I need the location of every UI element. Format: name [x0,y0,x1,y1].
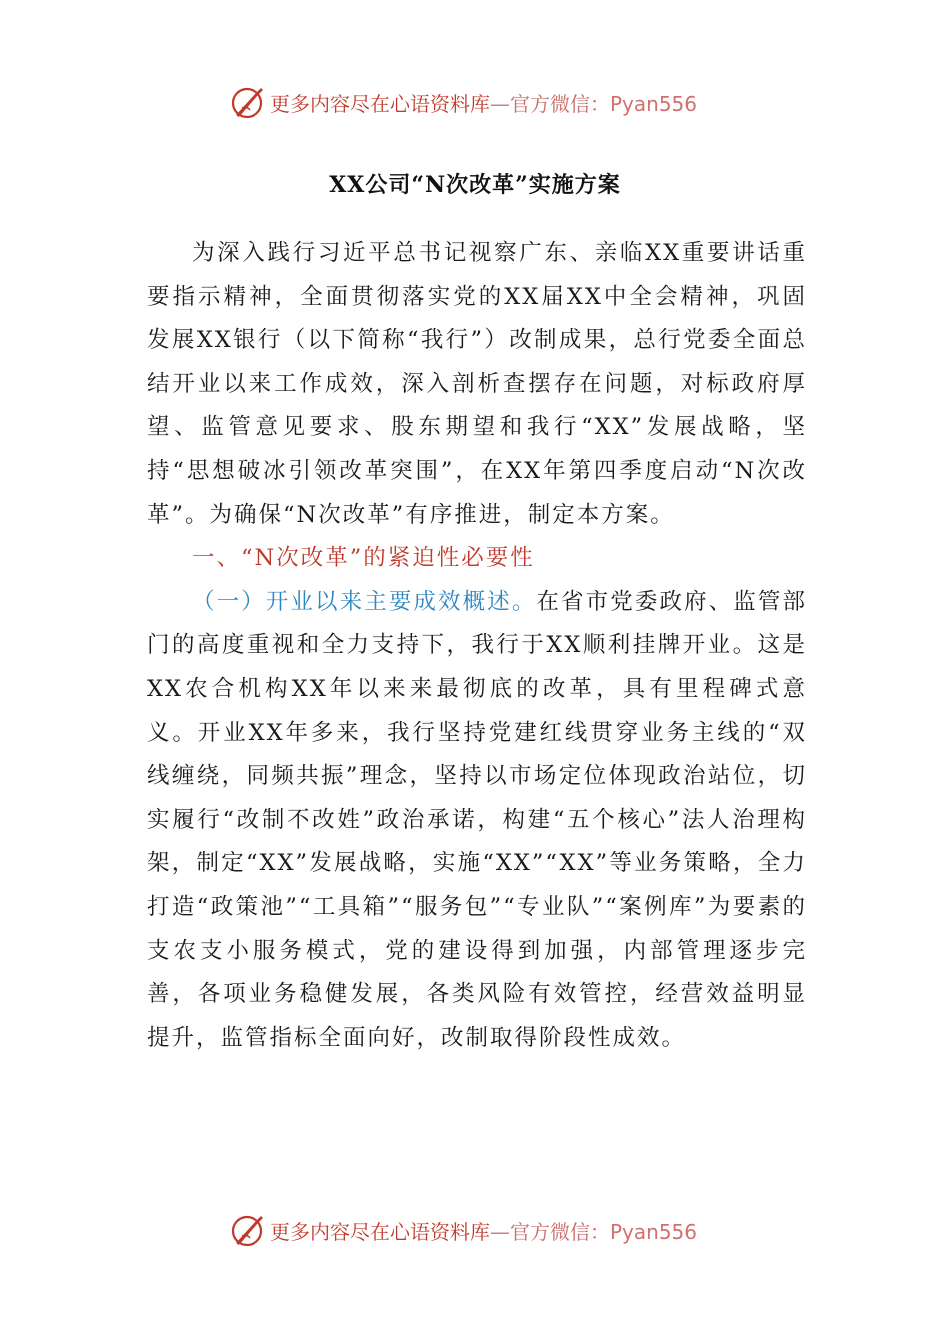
watermark-banner-bottom [230,1210,730,1250]
subsection-paragraph [147,581,807,1061]
document-title: XX公司“N次改革”实施方案 [329,172,621,198]
pen-logo-icon [230,84,266,120]
watermark-banner-top [230,82,730,122]
section-heading: 一、“N次改革”的紧迫性必要性 [192,545,535,572]
intro-paragraph: 为深入践行习近平总书记视察广东、亲临XX重要讲话重要指示精神，全面贯彻落实党的XX届XX中全会精神，巩固发展XX银行（以下简称“我行”）改制成果，总行党委全面总结开业以来工作成效，深入剖析查摆存在问题，对标政府厚望、监管意见要求、股东期望和我行“XX”发展战略，坚持“思想破冰引领改革突围”，在XX年第四季度启动“N次改革”。为确保“N次改革”有序推进，制定本方案。 [147,240,807,528]
document-body [147,232,807,1060]
subsection-label: （一）开业以来主要成效概述。 [192,588,537,615]
watermark-text: 更多内容尽在心语资料库—官方微信：Pyan556 [270,1219,698,1244]
pen-logo-icon [230,1212,266,1248]
watermark-text: 更多内容尽在心语资料库—官方微信：Pyan556 [270,91,698,116]
subsection-body: 在省市党委政府、监管部门的高度重视和全力支持下，我行于XX顺利挂牌开业。这是XX农合机构XX年以来来最彻底的改革，具有里程碑式意义。开业XX年多来，我行坚持党建红线贯穿业务主线的“双线缠绕，同频共振”理念，坚持以市场定位体现政治站位，切实履行“改制不改姓”政治承诺，构建“五个核心”法人治理构架，制定“XX”发展战略，实施“XX”“XX”等业务策略，全力打造“政策池”“工具箱”“服务包”“专业队”“案例库”为要素的支农支小服务模式，党的建设得到加强，内部管理逐步完善，各项业务稳健发展，各类风险有效管控，经营效益明显提升，监管指标全面向好，改制取得阶段性成效。 [147,588,807,1051]
